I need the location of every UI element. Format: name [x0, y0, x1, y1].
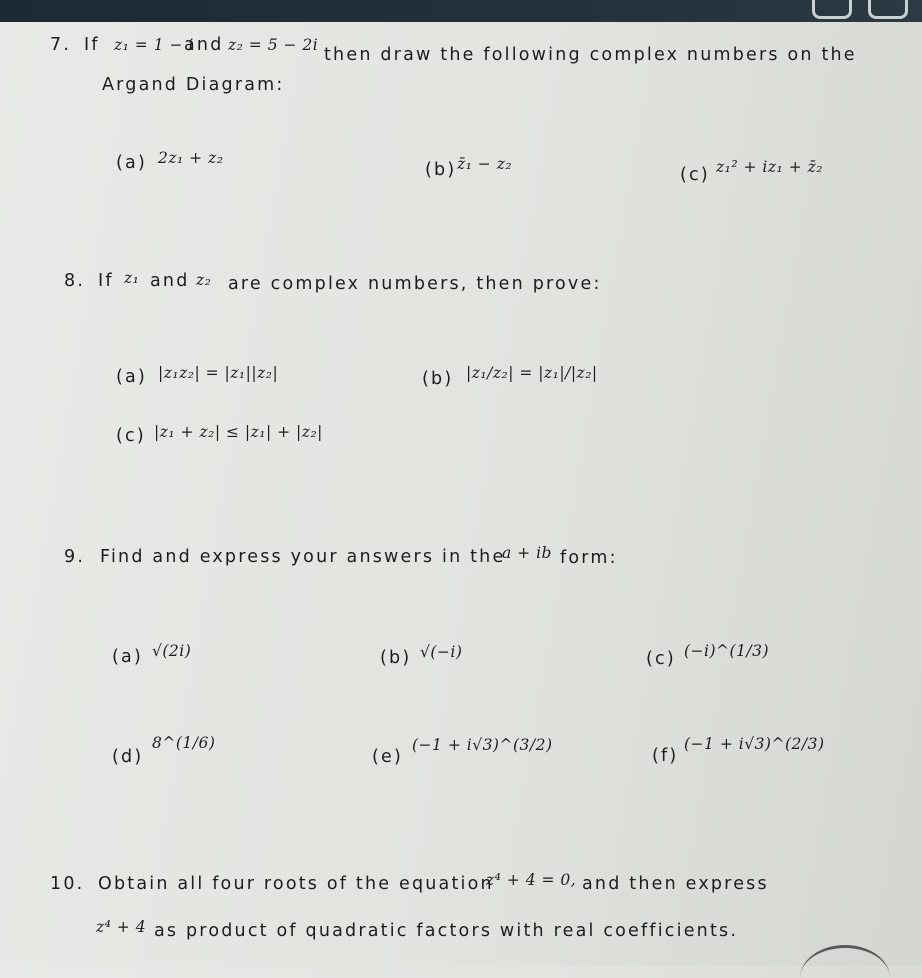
- q9-part-a-label: (a): [112, 647, 143, 667]
- q10-equation: z⁴ + 4 = 0,: [486, 871, 577, 889]
- page-edge-decoration: [800, 945, 890, 978]
- q8-part-c-expr: |z₁ + z₂| ≤ |z₁| + |z₂|: [154, 423, 323, 441]
- q8-part-b-expr: |z₁/z₂| = |z₁|/|z₂|: [466, 364, 598, 382]
- q8-part-c-label: (c): [116, 426, 146, 446]
- q9-part-f-label: (f): [652, 746, 679, 766]
- q7-text-and: and: [184, 35, 224, 55]
- q8-text-and: and: [150, 271, 190, 291]
- q7-part-a-expr: 2z₁ + z₂: [158, 149, 224, 167]
- q7-part-a-label: (a): [116, 153, 147, 173]
- q7-part-c-expr: z₁² + iz₁ + z̄₂: [716, 158, 823, 176]
- q9-part-a-expr: √(2i): [152, 642, 192, 660]
- q10-polynomial: z⁴ + 4: [96, 918, 147, 936]
- q10-number: 10.: [50, 874, 85, 894]
- q9-text-form: form:: [560, 548, 618, 568]
- q8-z2: z₂: [196, 271, 212, 289]
- q8-part-a-label: (a): [116, 367, 147, 387]
- q9-part-b-expr: √(−i): [420, 643, 463, 661]
- corner-shape-right: [868, 0, 908, 19]
- q8-text-prove: are complex numbers, then prove:: [228, 274, 602, 294]
- q9-part-d-expr: 8^(1/6): [152, 734, 216, 752]
- q9-number: 9.: [64, 547, 86, 567]
- q7-text-if: If: [84, 35, 100, 55]
- q9-part-d-label: (d): [112, 747, 144, 767]
- q9-form-expr: a + ib: [502, 544, 552, 562]
- q8-number: 8.: [64, 271, 86, 291]
- q9-part-c-label: (c): [646, 649, 676, 669]
- q7-number: 7.: [50, 35, 72, 55]
- q7-part-b-label: (b): [425, 160, 457, 180]
- q7-text-line1: then draw the following complex numbers on the: [324, 45, 857, 65]
- q8-part-a-expr: |z₁z₂| = |z₁||z₂|: [158, 364, 279, 382]
- q8-z1: z₁: [124, 269, 140, 287]
- q10-text-intro: Obtain all four roots of the equation: [98, 874, 494, 894]
- corner-shape-left: [812, 0, 852, 19]
- q9-part-f-expr: (−1 + i√3)^(2/3): [684, 735, 825, 753]
- q9-part-e-label: (e): [372, 747, 404, 767]
- q9-part-b-label: (b): [380, 648, 412, 668]
- top-dark-bar: [0, 0, 922, 22]
- q7-z2-definition: z₂ = 5 − 2i: [228, 36, 319, 54]
- q7-text-line2: Argand Diagram:: [102, 75, 285, 95]
- q9-part-c-expr: (−i)^(1/3): [684, 642, 770, 660]
- q10-text-factors: as product of quadratic factors with real coefficients.: [154, 921, 739, 941]
- q7-part-b-expr: z̄₁ − z₂: [457, 155, 513, 173]
- q7-z1-definition: z₁ = 1 − i: [114, 36, 194, 54]
- q9-text-intro: Find and express your answers in the: [100, 547, 506, 567]
- q10-text-express: and then express: [582, 874, 769, 894]
- q8-text-if: If: [98, 271, 114, 291]
- q9-part-e-expr: (−1 + i√3)^(3/2): [412, 736, 553, 754]
- q7-part-c-label: (c): [680, 165, 710, 185]
- q8-part-b-label: (b): [422, 369, 454, 389]
